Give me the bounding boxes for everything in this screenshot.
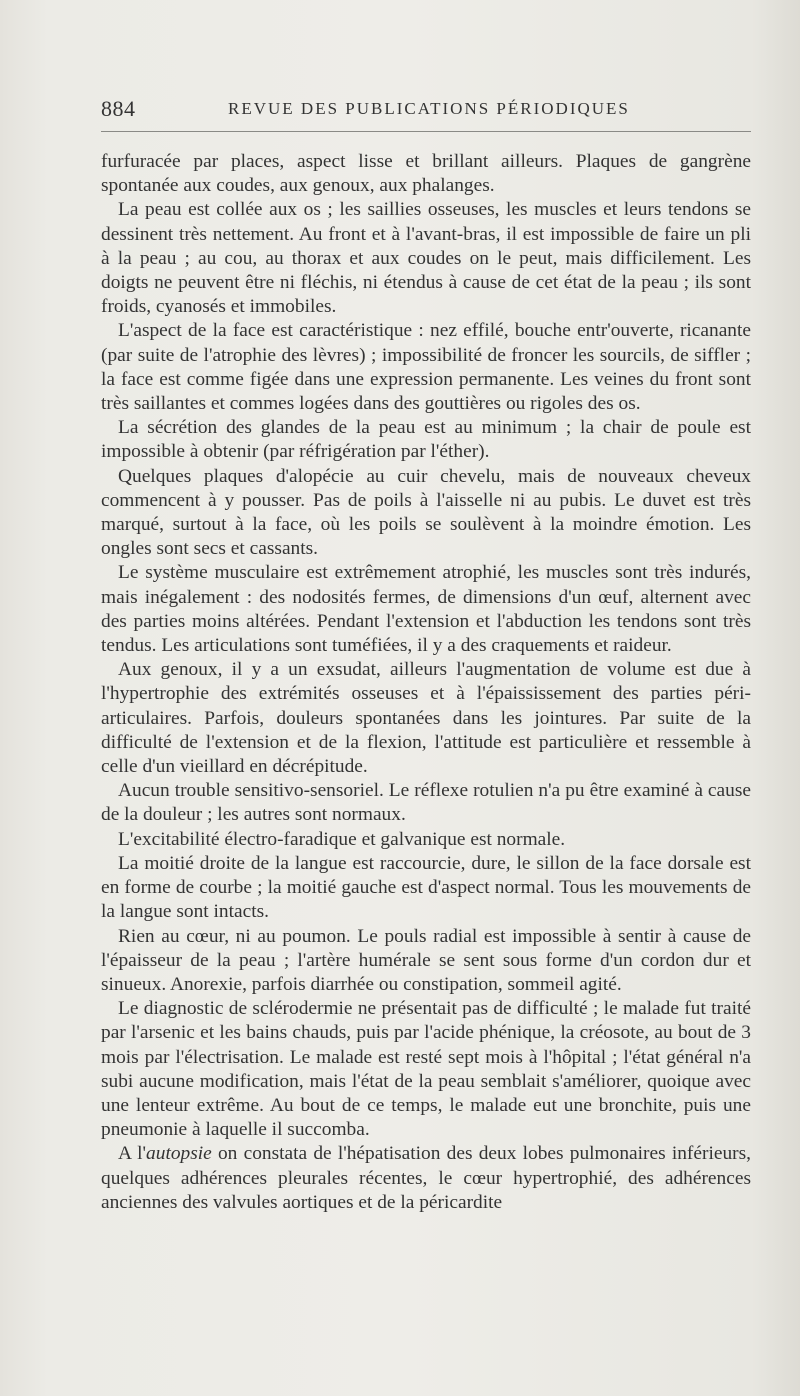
paragraph: furfuracée par places, aspect lisse et brillant ailleurs. Plaques de gangrène spontanée aux coudes, aux genoux, aux phalanges. [101, 151, 751, 197]
paragraph: La peau est collée aux os ; les saillies osseuses, les muscles et leurs tendons se dessinent très nettement. Au front et à l'avant-bras, il est impossible de faire un pli à la peau ; au cou, au thorax et aux coudes on le peut, mais difficilement. Les doigts ne peuvent être ni fléchis, ni étendus à cause de cet état de la peau ; ils sont froids, cyanosés et immobiles. [101, 199, 751, 318]
paragraph: Quelques plaques d'alopécie au cuir chevelu, mais de nouveaux cheveux commencent à y pousser. Pas de poils à l'aisselle ni au pubis. Le duvet est très marqué, surtout à la face, où les poils se soulèvent à la moindre émotion. Les ongles sont secs et cassants. [101, 465, 751, 560]
running-title: REVUE DES PUBLICATIONS PÉRIODIQUES [228, 99, 630, 118]
paragraph: Le diagnostic de sclérodermie ne présentait pas de difficulté ; le malade fut traité par l'arsenic et les bains chauds, puis par l'acide phénique, la créosote, au bout de 3 mois par l'électrisation. Le malade est resté sept mois à l'hôpital ; l'état général n'a subi aucune modification, mais l'état de la peau semblait s'améliorer, quoique avec une lenteur extrême. Au bout de ce temps, le malade eut une bronchite, puis une pneumonie à laquelle il succomba. [101, 998, 751, 1141]
paragraph: L'excitabilité électro-faradique et galvanique est normale. [118, 828, 566, 850]
paragraph: Aux genoux, il y a un exsudat, ailleurs l'augmentation de volume est due à l'hypertrophie des extrémités osseuses et à l'épaississement des parties péri-articulaires. Parfois, douleurs spontanées dans les jointures. Par suite de la difficulté de l'extension et de la flexion, l'attitude est particulière et ressemble à celle d'un vieillard en décrépitude. [101, 659, 751, 778]
paragraph: L'aspect de la face est caractéristique : nez effilé, bouche entr'ouverte, ricanante (par suite de l'atrophie des lèvres) ; impossibilité de froncer les sourcils, de siffler ; la face est comme figée dans une expression permanente. Les veines du front sont très saillantes et commes logées dans des gouttières ou rigoles des os. [101, 320, 751, 415]
paragraph-rest: on constata de l'hépatisation des deux lobes pulmonaires inférieurs, quelques adhérences pleurales récentes, le cœur hypertrophié, des adhérences anciennes des valvules aortiques et de la péricardite [101, 1143, 751, 1213]
page-number: 884 [101, 96, 136, 121]
paragraph-autopsie [101, 1142, 751, 1215]
emphasis-autopsie: autopsie [146, 1143, 212, 1165]
article-body [101, 150, 751, 1215]
paragraph: Aucun trouble sensitivo-sensoriel. Le réflexe rotulien n'a pu être examiné à cause de la douleur ; les autres sont normaux. [101, 780, 751, 826]
paragraph: Le système musculaire est extrêmement atrophié, les muscles sont très indurés, mais inégalement : des nodosités fermes, de dimensions d'un œuf, alternent avec des parties moins altérées. Pendant l'extension et l'abduction les tendons sont très tendus. Les articulations sont tuméfiées, il y a des craquements et raideur. [101, 562, 751, 657]
paragraph: La sécrétion des glandes de la peau est au minimum ; la chair de poule est impossible à obtenir (par réfrigération par l'éther). [101, 417, 751, 463]
header-rule [101, 131, 751, 132]
page-header [101, 96, 751, 120]
paragraph: La moitié droite de la langue est raccourcie, dure, le sillon de la face dorsale est en forme de courbe ; la moitié gauche est d'aspect normal. Tous les mouvements de la langue sont intacts. [101, 852, 751, 923]
paragraph: Rien au cœur, ni au poumon. Le pouls radial est impossible à sentir à cause de l'épaisseur de la peau ; l'artère humérale se sent sous forme d'un cordon dur et sinueux. Anorexie, parfois diarrhée ou constipation, sommeil agité. [101, 925, 751, 995]
paragraph-prefix: A l' [118, 1143, 147, 1165]
